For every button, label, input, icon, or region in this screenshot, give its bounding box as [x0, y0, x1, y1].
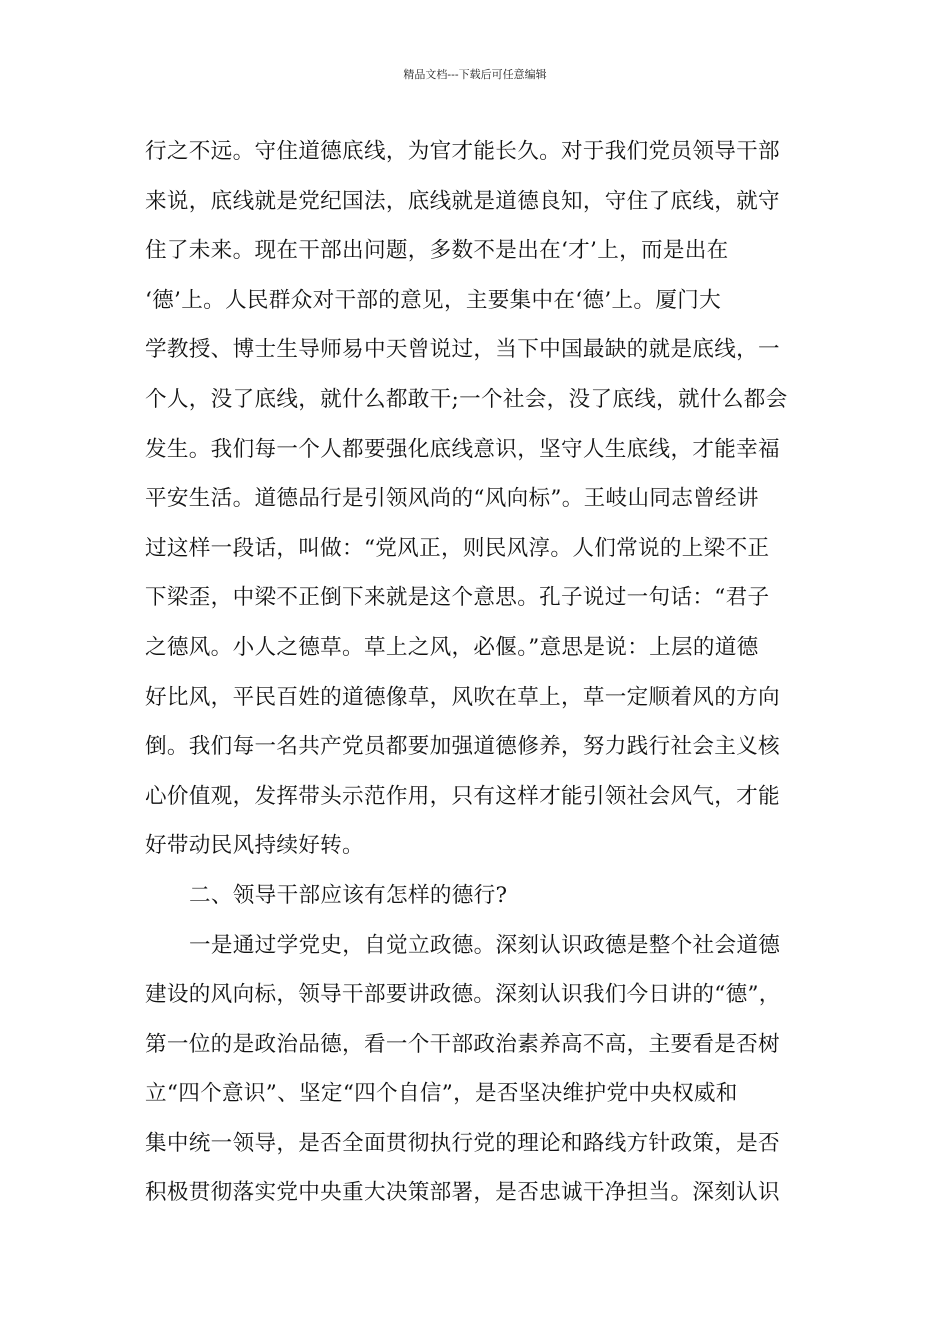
- text-line: 建设的风向标，领导干部要讲政德。深刻认识我们今日讲的“德”，: [145, 982, 781, 1008]
- text-line: ‘德’上。人民群众对干部的意见，主要集中在‘德’上。厦门大: [145, 287, 722, 313]
- text-line: 学教授、博士生导师易中天曾说过，当下中国最缺的就是底线，一: [145, 337, 780, 363]
- text-line: 平安生活。道德品行是引领风尚的“风向标”。王岐山同志曾经讲: [145, 486, 759, 512]
- text-line: 住了未来。现在干部出问题，多数不是出在‘才’上，而是出在: [145, 238, 729, 264]
- text-line: 过这样一段话，叫做：“党风正，则民风淳。人们常说的上梁不正: [145, 535, 770, 561]
- text-line: 倒。我们每一名共产党员都要加强道德修养，努力践行社会主义核: [145, 734, 780, 760]
- text-line: 心价值观，发挥带头示范作用，只有这样才能引领社会风气，才能: [145, 783, 780, 809]
- text-line: 一是通过学党史，自觉立政德。深刻认识政德是整个社会道德: [189, 932, 781, 958]
- page-header: 精品文档---下载后可任意编辑: [403, 68, 547, 81]
- text-line: 发生。我们每一个人都要强化底线意识，坚守人生底线，才能幸福: [145, 436, 780, 462]
- text-line: 好带动民风持续好转。: [145, 833, 364, 859]
- text-line: 之德风。小人之德草。草上之风，必偃。”意思是说：上层的道德: [145, 634, 759, 660]
- text-line: 下梁歪，中梁不正倒下来就是这个意思。孔子说过一句话：“君子: [145, 585, 770, 611]
- section-heading: 二、领导干部应该有怎样的德行?: [189, 882, 508, 908]
- text-line: 好比风，平民百姓的道德像草，风吹在草上，草一定顺着风的方向: [145, 684, 780, 710]
- text-line: 立“四个意识”、坚定“四个自信”，是否坚决维护党中央权威和: [145, 1081, 738, 1107]
- text-line: 集中统一领导，是否全面贯彻执行党的理论和路线方针政策，是否: [145, 1130, 780, 1156]
- text-line: 行之不远。守住道德底线，为官才能长久。对于我们党员领导干部: [145, 139, 780, 164]
- text-line: 第一位的是政治品德，看一个干部政治素养高不高，主要看是否树: [145, 1031, 780, 1057]
- text-line: 积极贯彻落实党中央重大决策部署，是否忠诚干净担当。深刻认识: [145, 1180, 780, 1206]
- text-line: 个人，没了底线，就什么都敢干;一个社会，没了底线，就什么都会: [145, 386, 788, 412]
- text-line: 来说，底线就是党纪国法，底线就是道德良知，守住了底线，就守: [145, 188, 780, 214]
- document-body: [145, 127, 811, 1218]
